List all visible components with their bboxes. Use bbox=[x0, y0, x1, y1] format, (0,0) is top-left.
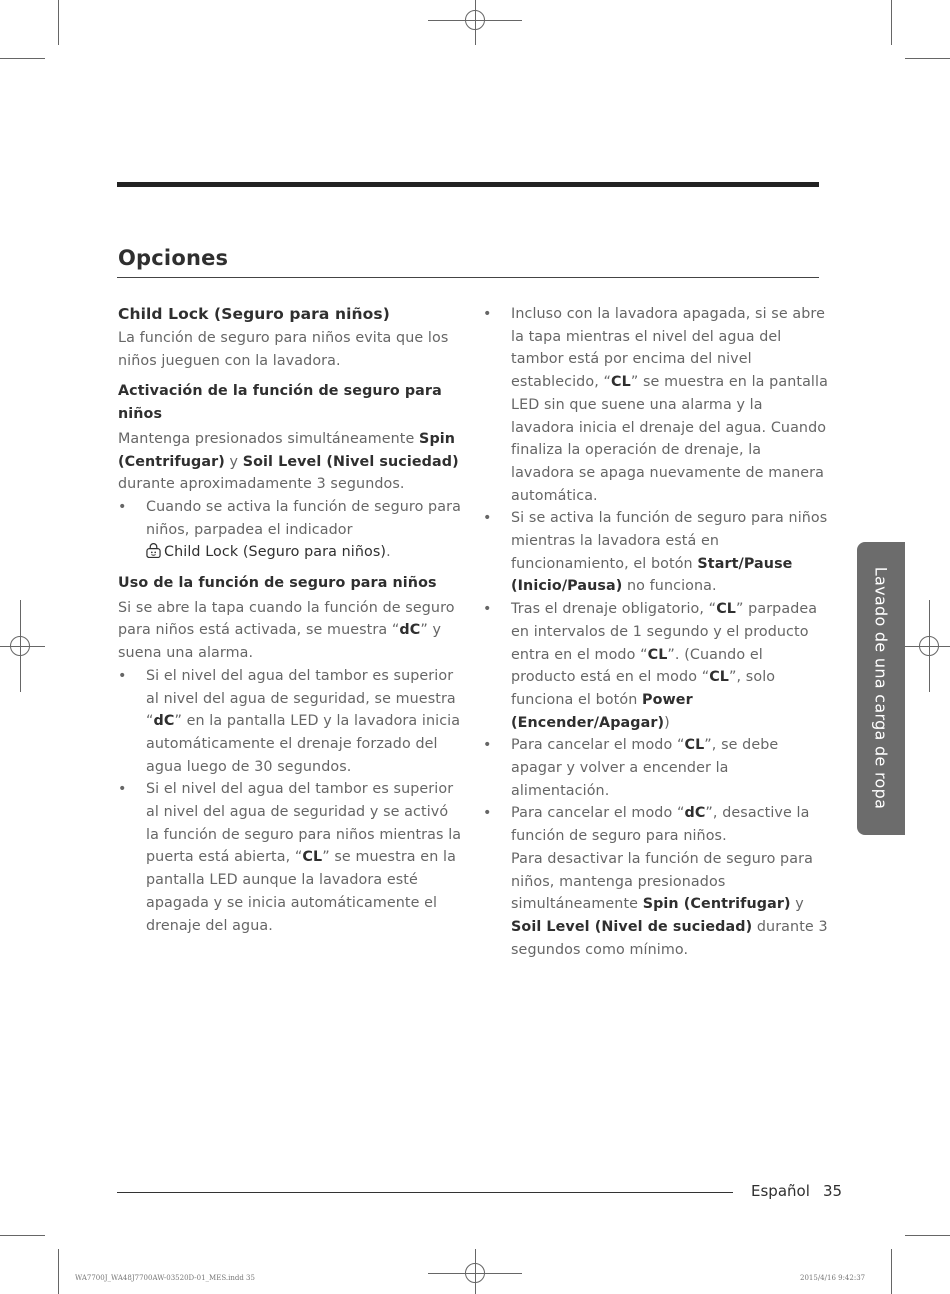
cl-code: CL bbox=[647, 646, 668, 663]
chapter-tab-label: Lavado de una carga de ropa bbox=[871, 566, 891, 810]
list-item: • Cuando se activa la función de seguro para niños, parpadea el indicador Child Lock (Seguro para niños). bbox=[118, 496, 463, 564]
list-item: • Si el nivel del agua del tambor es superior al nivel del agua de seguridad y se activó la función de seguro para niños mientras la puerta está abierta, “CL” se muestra en la pantalla LED aunque la lavadora esté apagada y se inicia automáticamente el drenaje del agua. bbox=[118, 778, 463, 937]
use-bullets bbox=[118, 665, 463, 937]
crop-mark bbox=[0, 58, 45, 59]
cl-code: CL bbox=[684, 737, 705, 754]
crop-mark bbox=[905, 58, 950, 59]
right-bullets bbox=[483, 303, 828, 961]
section-divider bbox=[117, 277, 819, 278]
cl-code: CL bbox=[716, 601, 737, 618]
crop-mark bbox=[58, 0, 59, 45]
spin-button-label: Spin (Centrifugar) bbox=[118, 430, 456, 470]
crop-mark bbox=[0, 1235, 45, 1236]
list-item: • Si el nivel del agua del tambor es superior al nivel del agua de seguridad, se muestra “dC” en la pantalla LED y la lavadora inicia automáticamente el drenaje forzado del agua luego de 30 segundos. bbox=[118, 665, 463, 779]
crop-mark bbox=[905, 1235, 950, 1236]
footer-language: Español bbox=[751, 1182, 810, 1200]
use-heading: Uso de la función de seguro para niños bbox=[118, 575, 437, 592]
cl-code: CL bbox=[302, 849, 323, 866]
child-lock-title: Child Lock (Seguro para niños) bbox=[118, 305, 390, 323]
soil-level-button-label: Soil Level (Nivel suciedad) bbox=[242, 453, 459, 470]
crop-mark bbox=[58, 1249, 59, 1294]
power-button-label: Power (Encender/Apagar) bbox=[511, 691, 693, 731]
list-item: • Tras el drenaje obligatorio, “CL” parpadea en intervalos de 1 segundo y el producto entra en el modo “CL”. (Cuando el producto está en el modo “CL”, solo funciona el botón Power (Encender/Apagar)) bbox=[483, 598, 828, 734]
list-item: • Incluso con la lavadora apagada, si se abre la tapa mientras el nivel del agua del tambor está por encima del nivel establecido, “CL” se muestra en la pantalla LED sin que suene una alarma y la lavadora inicia el drenaje del agua. Cuando finaliza la operación de drenaje, la lavadora se apaga nuevamente de manera automática. bbox=[483, 303, 828, 507]
child-lock-intro: La función de seguro para niños evita que los niños jueguen con la lavadora. bbox=[118, 330, 449, 369]
lock-icon bbox=[146, 543, 161, 558]
use-text: Si se abre la tapa cuando la función de seguro para niños está activada, se muestra “dC” y suena una alarma. bbox=[118, 599, 455, 662]
dc-code: dC bbox=[684, 805, 706, 822]
cl-code: CL bbox=[709, 669, 730, 686]
print-date-info: 2015/4/16 9:42:37 bbox=[800, 1274, 866, 1282]
list-item: • Si se activa la función de seguro para niños mientras la lavadora está en funcionamiento, el botón Start/Pause (Inicio/Pausa) no funciona. bbox=[483, 507, 828, 598]
left-column bbox=[118, 303, 463, 937]
activation-text: Mantenga presionados simultáneamente Spin (Centrifugar) y Soil Level (Nivel suciedad) durante aproximadamente 3 segundos. bbox=[118, 430, 459, 493]
cl-code: CL bbox=[611, 374, 631, 391]
list-item: • Para cancelar el modo “dC”, desactive la función de seguro para niños. Para desactivar la función de seguro para niños, mantenga presionados simultáneamente Spin (Centrifugar) y Soil Level (Nivel de suciedad) durante 3 segundos como mínimo. bbox=[483, 802, 828, 961]
dc-code: dC bbox=[399, 622, 421, 639]
child-lock-indicator-label: Child Lock (Seguro para niños) bbox=[164, 544, 387, 561]
spin-button-label: Spin (Centrifugar) bbox=[642, 896, 791, 913]
print-file-info: WA7700J_WA48J7700AW-03520D-01_MES.indd 35 bbox=[75, 1274, 255, 1282]
footer-divider bbox=[117, 1192, 733, 1193]
crop-mark bbox=[891, 1249, 892, 1294]
section-title: Opciones bbox=[118, 246, 229, 270]
start-pause-button-label: Start/Pause (Inicio/Pausa) bbox=[511, 555, 793, 595]
soil-level-button-label: Soil Level (Nivel de suciedad) bbox=[511, 918, 753, 935]
header-bar bbox=[117, 182, 819, 187]
activation-heading: Activación de la función de seguro para niños bbox=[118, 383, 442, 423]
list-item: • Para cancelar el modo “CL”, se debe apagar y volver a encender la alimentación. bbox=[483, 734, 828, 802]
dc-code: dC bbox=[153, 713, 175, 730]
crop-mark bbox=[891, 0, 892, 45]
right-column bbox=[483, 303, 828, 961]
activation-bullets bbox=[118, 496, 463, 564]
page-number: 35 bbox=[823, 1182, 843, 1200]
